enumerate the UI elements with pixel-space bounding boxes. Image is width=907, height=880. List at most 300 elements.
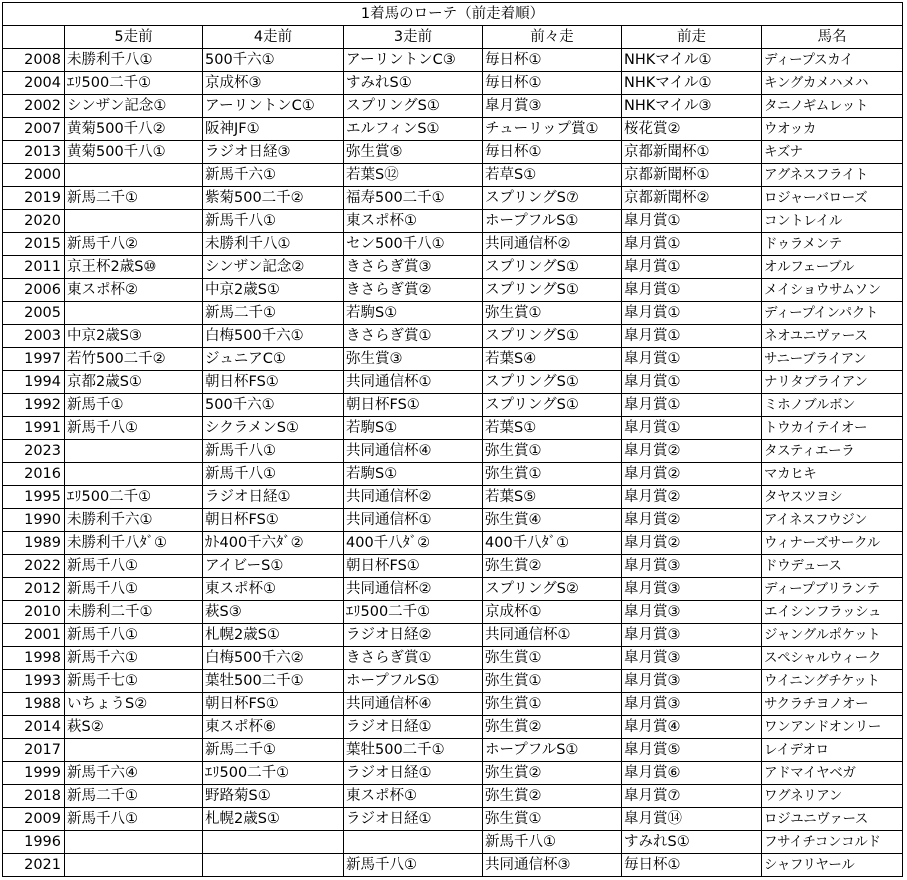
- race-2-back-cell: 共同通信杯①: [483, 624, 622, 647]
- race-5-back-cell: 新馬千七①: [65, 670, 203, 693]
- year-cell: 2001: [3, 624, 65, 647]
- year-cell: 1996: [3, 831, 65, 854]
- race-5-back-cell: 新馬千八②: [65, 233, 203, 256]
- race-2-back-cell: スプリングS①: [483, 256, 622, 279]
- race-3-back-cell: 共同通信杯④: [344, 693, 483, 716]
- race-4-back-cell: 野路菊S①: [203, 785, 344, 808]
- table-row: [3, 509, 903, 532]
- horse-name-cell: サニーブライアン: [762, 348, 903, 371]
- table-row: [3, 762, 903, 785]
- horse-name-cell: コントレイル: [762, 210, 903, 233]
- race-5-back-cell: 未勝利千八①: [65, 49, 203, 72]
- race-5-back-cell: 黄菊500千八②: [65, 118, 203, 141]
- last-race-cell: 皐月賞①: [622, 325, 762, 348]
- last-race-cell: 京都新聞杯②: [622, 187, 762, 210]
- table-row: [3, 394, 903, 417]
- last-race-cell: 皐月賞①: [622, 279, 762, 302]
- last-race-cell: 皐月賞①: [622, 233, 762, 256]
- table-row: [3, 325, 903, 348]
- year-cell: 1999: [3, 762, 65, 785]
- race-2-back-cell: 若草S①: [483, 164, 622, 187]
- race-3-back-cell: きさらぎ賞②: [344, 279, 483, 302]
- race-4-back-cell: 朝日杯FS①: [203, 693, 344, 716]
- last-race-cell: 皐月賞⑭: [622, 808, 762, 831]
- horse-name-cell: アドマイヤベガ: [762, 762, 903, 785]
- table-row: [3, 95, 903, 118]
- table-row: [3, 532, 903, 555]
- horse-name-cell: ナリタブライアン: [762, 371, 903, 394]
- table-row: [3, 831, 903, 854]
- horse-name-cell: サクラチヨノオー: [762, 693, 903, 716]
- last-race-cell: NHKマイル①: [622, 49, 762, 72]
- race-5-back-header: 5走前: [65, 26, 203, 49]
- table-row: [3, 555, 903, 578]
- last-race-cell: 皐月賞①: [622, 371, 762, 394]
- table-row: [3, 141, 903, 164]
- race-2-back-cell: 弥生賞②: [483, 555, 622, 578]
- race-4-back-cell: 未勝利千八①: [203, 233, 344, 256]
- horse-name-cell: キズナ: [762, 141, 903, 164]
- race-3-back-cell: 弥生賞⑤: [344, 141, 483, 164]
- race-2-back-cell: チューリップ賞①: [483, 118, 622, 141]
- year-cell: 2015: [3, 233, 65, 256]
- table-row: [3, 440, 903, 463]
- horse-name-cell: ロジャーバローズ: [762, 187, 903, 210]
- horse-name-cell: ロジユニヴァース: [762, 808, 903, 831]
- race-2-back-cell: 新馬千八①: [483, 831, 622, 854]
- table-row: [3, 601, 903, 624]
- race-5-back-cell: [65, 302, 203, 325]
- race-4-back-cell: 阪神JF①: [203, 118, 344, 141]
- race-3-back-cell: 共同通信杯②: [344, 578, 483, 601]
- race-5-back-cell: [65, 210, 203, 233]
- race-4-back-cell: ラジオ日経③: [203, 141, 344, 164]
- table-row: [3, 279, 903, 302]
- race-4-back-cell: ｴﾘ500二千①: [203, 762, 344, 785]
- race-2-back-cell: スプリングS①: [483, 394, 622, 417]
- rotation-table: [2, 2, 903, 877]
- horse-name-cell: スペシャルウィーク: [762, 647, 903, 670]
- race-5-back-cell: 京都2歳S①: [65, 371, 203, 394]
- year-cell: 2013: [3, 141, 65, 164]
- horse-name-cell: エイシンフラッシュ: [762, 601, 903, 624]
- table-row: [3, 72, 903, 95]
- race-3-back-cell: エルフィンS①: [344, 118, 483, 141]
- race-5-back-cell: 新馬二千①: [65, 187, 203, 210]
- race-3-back-cell: ｴﾘ500二千①: [344, 601, 483, 624]
- race-2-back-cell: ホープフルS①: [483, 210, 622, 233]
- race-3-back-cell: 共同通信杯①: [344, 371, 483, 394]
- race-4-back-cell: [203, 854, 344, 877]
- year-cell: 2020: [3, 210, 65, 233]
- year-cell: 2021: [3, 854, 65, 877]
- race-3-back-cell: ホープフルS①: [344, 670, 483, 693]
- horse-name-cell: キングカメハメハ: [762, 72, 903, 95]
- year-header: [3, 26, 65, 49]
- race-4-back-cell: 札幌2歳S①: [203, 808, 344, 831]
- table-row: [3, 693, 903, 716]
- race-4-back-cell: アーリントンC①: [203, 95, 344, 118]
- race-5-back-cell: 未勝利二千①: [65, 601, 203, 624]
- horse-name-cell: タニノギムレット: [762, 95, 903, 118]
- last-race-cell: 皐月賞⑤: [622, 739, 762, 762]
- race-4-back-cell: 新馬千八①: [203, 463, 344, 486]
- last-race-cell: 皐月賞③: [622, 693, 762, 716]
- race-5-back-cell: 黄菊500千八①: [65, 141, 203, 164]
- race-2-back-cell: 弥生賞④: [483, 509, 622, 532]
- race-2-back-cell: 皐月賞③: [483, 95, 622, 118]
- horse-name-header: 馬名: [762, 26, 903, 49]
- race-5-back-cell: 新馬千八①: [65, 555, 203, 578]
- race-5-back-cell: 京王杯2歳S⑩: [65, 256, 203, 279]
- horse-name-cell: トウカイテイオー: [762, 417, 903, 440]
- race-2-back-cell: 毎日杯①: [483, 141, 622, 164]
- race-3-back-cell: 共同通信杯①: [344, 509, 483, 532]
- horse-name-cell: ドウデュース: [762, 555, 903, 578]
- race-2-back-cell: 弥生賞①: [483, 463, 622, 486]
- table-row: [3, 716, 903, 739]
- last-race-cell: 京都新聞杯①: [622, 164, 762, 187]
- race-5-back-cell: 新馬千八①: [65, 808, 203, 831]
- year-cell: 2008: [3, 49, 65, 72]
- horse-name-cell: ネオユニヴァース: [762, 325, 903, 348]
- race-2-back-cell: 弥生賞①: [483, 670, 622, 693]
- horse-name-cell: レイデオロ: [762, 739, 903, 762]
- race-3-back-cell: 新馬千八①: [344, 854, 483, 877]
- table-row: [3, 785, 903, 808]
- race-2-back-cell: スプリングS⑦: [483, 187, 622, 210]
- last-race-cell: 皐月賞③: [622, 555, 762, 578]
- race-2-back-cell: 400千八ﾀﾞ①: [483, 532, 622, 555]
- race-3-back-cell: 葉牡500二千①: [344, 739, 483, 762]
- race-3-back-cell: 朝日杯FS①: [344, 394, 483, 417]
- year-cell: 2010: [3, 601, 65, 624]
- year-cell: 2016: [3, 463, 65, 486]
- last-race-cell: 皐月賞②: [622, 486, 762, 509]
- race-4-back-cell: 札幌2歳S①: [203, 624, 344, 647]
- last-race-cell: 皐月賞③: [622, 601, 762, 624]
- race-2-back-cell: 弥生賞②: [483, 716, 622, 739]
- year-cell: 1991: [3, 417, 65, 440]
- year-cell: 2002: [3, 95, 65, 118]
- race-5-back-cell: [65, 739, 203, 762]
- race-4-back-cell: 京成杯③: [203, 72, 344, 95]
- table-row: [3, 256, 903, 279]
- race-4-back-cell: [203, 831, 344, 854]
- last-race-cell: 皐月賞①: [622, 302, 762, 325]
- race-4-back-header: 4走前: [203, 26, 344, 49]
- year-cell: 2000: [3, 164, 65, 187]
- race-5-back-cell: いちょうS②: [65, 693, 203, 716]
- race-5-back-cell: 若竹500二千②: [65, 348, 203, 371]
- race-2-back-cell: 弥生賞①: [483, 440, 622, 463]
- last-race-cell: 皐月賞⑦: [622, 785, 762, 808]
- last-race-header: 前走: [622, 26, 762, 49]
- race-3-back-cell: きさらぎ賞①: [344, 647, 483, 670]
- race-5-back-cell: [65, 854, 203, 877]
- table-row: [3, 210, 903, 233]
- last-race-cell: すみれS①: [622, 831, 762, 854]
- last-race-cell: 皐月賞②: [622, 532, 762, 555]
- race-3-back-cell: ラジオ日経①: [344, 808, 483, 831]
- race-4-back-cell: 葉牡500二千①: [203, 670, 344, 693]
- table-row: [3, 302, 903, 325]
- race-4-back-cell: 萩S③: [203, 601, 344, 624]
- year-cell: 2022: [3, 555, 65, 578]
- race-5-back-cell: 新馬千八①: [65, 624, 203, 647]
- race-3-back-cell: 東スポ杯①: [344, 785, 483, 808]
- last-race-cell: 皐月賞①: [622, 417, 762, 440]
- last-race-cell: 皐月賞③: [622, 647, 762, 670]
- table-row: [3, 486, 903, 509]
- race-5-back-cell: 萩S②: [65, 716, 203, 739]
- race-4-back-cell: 新馬千八①: [203, 210, 344, 233]
- race-4-back-cell: 東スポ杯①: [203, 578, 344, 601]
- race-2-back-cell: 毎日杯①: [483, 49, 622, 72]
- race-3-back-cell: 400千八ﾀﾞ②: [344, 532, 483, 555]
- race-3-back-header: 3走前: [344, 26, 483, 49]
- race-2-back-cell: 京成杯①: [483, 601, 622, 624]
- year-cell: 1992: [3, 394, 65, 417]
- horse-name-cell: ジャングルポケット: [762, 624, 903, 647]
- race-4-back-cell: 新馬千八①: [203, 440, 344, 463]
- race-2-back-cell: スプリングS②: [483, 578, 622, 601]
- last-race-cell: 桜花賞②: [622, 118, 762, 141]
- table-body: [3, 49, 903, 877]
- race-5-back-cell: 新馬二千①: [65, 785, 203, 808]
- last-race-cell: 皐月賞②: [622, 440, 762, 463]
- table-row: [3, 647, 903, 670]
- race-5-back-cell: ｴﾘ500二千①: [65, 486, 203, 509]
- last-race-cell: 皐月賞①: [622, 394, 762, 417]
- last-race-cell: 京都新聞杯①: [622, 141, 762, 164]
- horse-name-cell: ミホノブルボン: [762, 394, 903, 417]
- race-4-back-cell: ラジオ日経①: [203, 486, 344, 509]
- race-3-back-cell: 若駒S①: [344, 302, 483, 325]
- race-5-back-cell: 未勝利千六①: [65, 509, 203, 532]
- horse-name-cell: シャフリヤール: [762, 854, 903, 877]
- last-race-cell: 皐月賞⑥: [622, 762, 762, 785]
- race-3-back-cell: 弥生賞③: [344, 348, 483, 371]
- horse-name-cell: マカヒキ: [762, 463, 903, 486]
- race-3-back-cell: アーリントンC③: [344, 49, 483, 72]
- race-4-back-cell: 新馬二千①: [203, 739, 344, 762]
- race-4-back-cell: 白梅500千六②: [203, 647, 344, 670]
- race-5-back-cell: 東スポ杯②: [65, 279, 203, 302]
- year-cell: 2003: [3, 325, 65, 348]
- race-4-back-cell: 朝日杯FS①: [203, 371, 344, 394]
- year-cell: 2007: [3, 118, 65, 141]
- table-row: [3, 187, 903, 210]
- race-3-back-cell: セン500千八①: [344, 233, 483, 256]
- race-4-back-cell: シンザン記念②: [203, 256, 344, 279]
- year-cell: 1989: [3, 532, 65, 555]
- race-3-back-cell: 東スポ杯①: [344, 210, 483, 233]
- horse-name-cell: オルフェーブル: [762, 256, 903, 279]
- horse-name-cell: フサイチコンコルド: [762, 831, 903, 854]
- table-row: [3, 670, 903, 693]
- year-cell: 2004: [3, 72, 65, 95]
- race-2-back-cell: 共同通信杯②: [483, 233, 622, 256]
- year-cell: 2019: [3, 187, 65, 210]
- year-cell: 1998: [3, 647, 65, 670]
- last-race-cell: 毎日杯①: [622, 854, 762, 877]
- race-2-back-cell: 弥生賞①: [483, 808, 622, 831]
- race-3-back-cell: きさらぎ賞③: [344, 256, 483, 279]
- race-2-back-cell: スプリングS①: [483, 279, 622, 302]
- last-race-cell: 皐月賞①: [622, 348, 762, 371]
- race-5-back-cell: シンザン記念①: [65, 95, 203, 118]
- last-race-cell: 皐月賞③: [622, 624, 762, 647]
- header-row: [3, 26, 903, 49]
- race-4-back-cell: 東スポ杯⑥: [203, 716, 344, 739]
- race-4-back-cell: アイビーS①: [203, 555, 344, 578]
- race-4-back-cell: 新馬千六①: [203, 164, 344, 187]
- year-cell: 2023: [3, 440, 65, 463]
- race-3-back-cell: ラジオ日経②: [344, 624, 483, 647]
- race-2-back-header: 前々走: [483, 26, 622, 49]
- last-race-cell: 皐月賞③: [622, 670, 762, 693]
- horse-name-cell: ウオッカ: [762, 118, 903, 141]
- race-5-back-cell: [65, 831, 203, 854]
- last-race-cell: 皐月賞②: [622, 509, 762, 532]
- race-5-back-cell: 新馬千八①: [65, 578, 203, 601]
- year-cell: 1988: [3, 693, 65, 716]
- horse-name-cell: ウィナーズサークル: [762, 532, 903, 555]
- race-4-back-cell: 中京2歳S①: [203, 279, 344, 302]
- horse-name-cell: ウイニングチケット: [762, 670, 903, 693]
- race-3-back-cell: ラジオ日経①: [344, 762, 483, 785]
- table-row: [3, 463, 903, 486]
- race-2-back-cell: スプリングS①: [483, 325, 622, 348]
- race-5-back-cell: 新馬千八①: [65, 417, 203, 440]
- race-2-back-cell: スプリングS①: [483, 371, 622, 394]
- race-5-back-cell: 新馬千①: [65, 394, 203, 417]
- horse-name-cell: アグネスフライト: [762, 164, 903, 187]
- race-3-back-cell: 若葉S⑫: [344, 164, 483, 187]
- table-row: [3, 233, 903, 256]
- horse-name-cell: アイネスフウジン: [762, 509, 903, 532]
- table-title: 1着馬のローテ（前走着順）: [3, 3, 903, 26]
- race-3-back-cell: 若駒S①: [344, 417, 483, 440]
- race-4-back-cell: 朝日杯FS①: [203, 509, 344, 532]
- last-race-cell: 皐月賞①: [622, 256, 762, 279]
- race-2-back-cell: 弥生賞②: [483, 762, 622, 785]
- race-3-back-cell: [344, 831, 483, 854]
- race-5-back-cell: [65, 440, 203, 463]
- race-4-back-cell: 白梅500千六①: [203, 325, 344, 348]
- horse-name-cell: ディープインパクト: [762, 302, 903, 325]
- table-row: [3, 854, 903, 877]
- last-race-cell: NHKマイル①: [622, 72, 762, 95]
- race-4-back-cell: 500千六①: [203, 394, 344, 417]
- title-row: [3, 3, 903, 26]
- race-5-back-cell: [65, 164, 203, 187]
- race-2-back-cell: ホープフルS①: [483, 739, 622, 762]
- race-5-back-cell: 新馬千六④: [65, 762, 203, 785]
- table-row: [3, 578, 903, 601]
- race-4-back-cell: 紫菊500二千②: [203, 187, 344, 210]
- horse-name-cell: ディープブリランテ: [762, 578, 903, 601]
- race-5-back-cell: [65, 463, 203, 486]
- last-race-cell: 皐月賞③: [622, 578, 762, 601]
- last-race-cell: 皐月賞④: [622, 716, 762, 739]
- race-2-back-cell: 弥生賞①: [483, 693, 622, 716]
- year-cell: 2009: [3, 808, 65, 831]
- race-2-back-cell: 弥生賞②: [483, 785, 622, 808]
- horse-name-cell: ドゥラメンテ: [762, 233, 903, 256]
- race-4-back-cell: シクラメンS①: [203, 417, 344, 440]
- year-cell: 2005: [3, 302, 65, 325]
- race-3-back-cell: 若駒S①: [344, 463, 483, 486]
- year-cell: 1995: [3, 486, 65, 509]
- last-race-cell: 皐月賞①: [622, 210, 762, 233]
- year-cell: 2011: [3, 256, 65, 279]
- race-4-back-cell: 新馬二千①: [203, 302, 344, 325]
- race-2-back-cell: 若葉S④: [483, 348, 622, 371]
- table-row: [3, 348, 903, 371]
- year-cell: 1997: [3, 348, 65, 371]
- year-cell: 2018: [3, 785, 65, 808]
- year-cell: 1990: [3, 509, 65, 532]
- race-2-back-cell: 弥生賞①: [483, 302, 622, 325]
- race-4-back-cell: 500千六①: [203, 49, 344, 72]
- race-3-back-cell: 福寿500二千①: [344, 187, 483, 210]
- race-3-back-cell: 共同通信杯②: [344, 486, 483, 509]
- horse-name-cell: タスティエーラ: [762, 440, 903, 463]
- horse-name-cell: ディープスカイ: [762, 49, 903, 72]
- year-cell: 2014: [3, 716, 65, 739]
- horse-name-cell: メイショウサムソン: [762, 279, 903, 302]
- table-row: [3, 49, 903, 72]
- race-3-back-cell: きさらぎ賞①: [344, 325, 483, 348]
- table-row: [3, 808, 903, 831]
- race-5-back-cell: 未勝利千八ﾀﾞ①: [65, 532, 203, 555]
- race-5-back-cell: 中京2歳S③: [65, 325, 203, 348]
- race-3-back-cell: ラジオ日経①: [344, 716, 483, 739]
- race-5-back-cell: 新馬千六①: [65, 647, 203, 670]
- year-cell: 1993: [3, 670, 65, 693]
- table-row: [3, 417, 903, 440]
- year-cell: 2017: [3, 739, 65, 762]
- table-row: [3, 371, 903, 394]
- horse-name-cell: タヤスツヨシ: [762, 486, 903, 509]
- table-row: [3, 739, 903, 762]
- race-2-back-cell: 弥生賞①: [483, 647, 622, 670]
- last-race-cell: 皐月賞②: [622, 463, 762, 486]
- table-row: [3, 118, 903, 141]
- last-race-cell: NHKマイル③: [622, 95, 762, 118]
- race-2-back-cell: 若葉S①: [483, 417, 622, 440]
- race-4-back-cell: ｶﾄ400千六ﾀﾞ②: [203, 532, 344, 555]
- table-row: [3, 624, 903, 647]
- race-5-back-cell: ｴﾘ500二千①: [65, 72, 203, 95]
- horse-name-cell: ワンアンドオンリー: [762, 716, 903, 739]
- race-3-back-cell: すみれS①: [344, 72, 483, 95]
- race-3-back-cell: 共同通信杯④: [344, 440, 483, 463]
- race-2-back-cell: 共同通信杯③: [483, 854, 622, 877]
- year-cell: 1994: [3, 371, 65, 394]
- race-3-back-cell: 朝日杯FS①: [344, 555, 483, 578]
- horse-name-cell: ワグネリアン: [762, 785, 903, 808]
- race-2-back-cell: 若葉S⑤: [483, 486, 622, 509]
- race-4-back-cell: ジュニアC①: [203, 348, 344, 371]
- race-3-back-cell: スプリングS①: [344, 95, 483, 118]
- table-row: [3, 164, 903, 187]
- race-2-back-cell: 毎日杯①: [483, 72, 622, 95]
- year-cell: 2006: [3, 279, 65, 302]
- year-cell: 2012: [3, 578, 65, 601]
